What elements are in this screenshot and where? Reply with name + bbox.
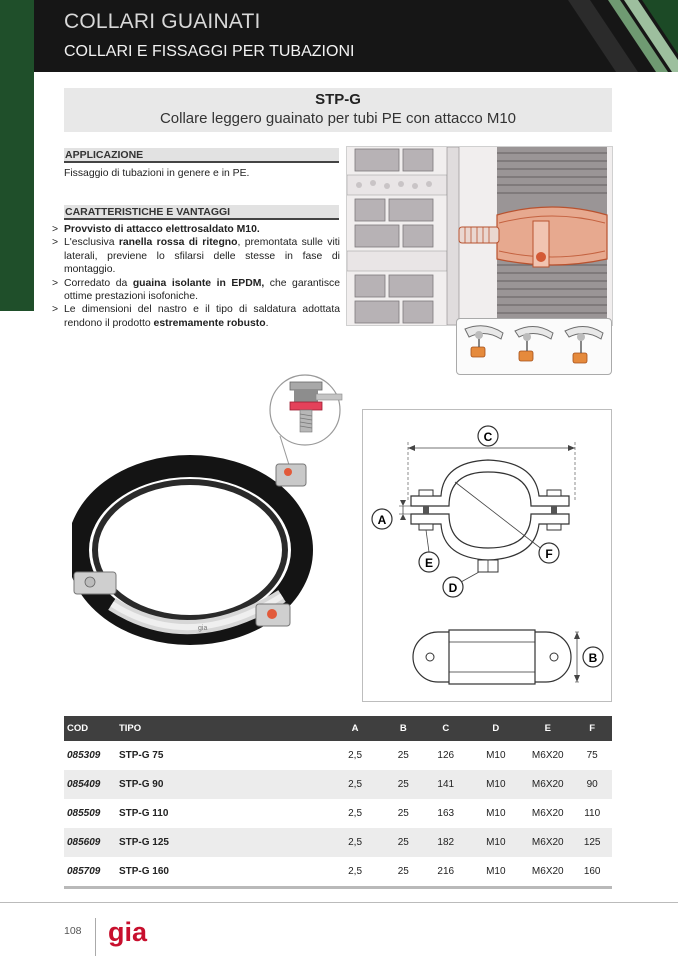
label-e: E [424,556,434,570]
cell-tipo: STP-G 125 [118,837,169,848]
cell-e: M6X20 [531,779,564,790]
cell-b: 25 [397,779,409,790]
feature-item [52,236,340,276]
cell-c: 182 [437,837,455,848]
header-subtitle: COLLARI E FISSAGGI PER TUBAZIONI [64,43,355,60]
gia-logo [108,913,158,953]
col-b-header: B [399,723,407,734]
cell-a: 2,5 [348,808,363,819]
table-bottom-line [64,886,612,889]
cell-e: M6X20 [531,808,564,819]
cell-f: 110 [584,808,601,819]
header-green-strip [0,0,34,72]
cell-tipo: STP-G 110 [118,808,169,819]
cell-b: 25 [397,837,409,848]
features-list [52,223,340,330]
cell-a: 2,5 [348,750,363,761]
cell-d: M10 [486,808,506,819]
svg-text:gia: gia [198,625,208,632]
table-row [64,799,612,828]
feature-item [52,277,340,304]
technical-diagram [362,409,612,702]
cell-b: 25 [397,750,409,761]
cell-b: 25 [397,808,409,819]
table-header-row [64,716,612,741]
label-d: D [448,581,458,595]
feature-text: L'esclusiva [64,237,119,249]
label-f: F [545,547,553,561]
page-header [0,0,678,72]
product-title-box [64,88,612,132]
label-a: A [377,513,387,527]
cell-cod: 085709 [67,866,101,877]
col-e-header: E [544,723,551,734]
table-body [64,741,612,886]
feature-item [52,223,340,236]
table-row [64,828,612,857]
feature-text: , premontata sulle viti laterali, previene lo sfilarsi delle stesse in fase di montaggio. [64,237,340,276]
cell-f: 75 [586,750,598,761]
product-description: Collare leggero guainato per tubi PE con attacco M10 [159,110,517,127]
page-number: 108 [64,925,82,937]
cell-tipo: STP-G 160 [118,866,169,877]
cell-d: M10 [486,779,506,790]
table-row [64,741,612,770]
cell-d: M10 [486,866,506,877]
table-row [64,770,612,799]
cell-e: M6X20 [531,750,564,761]
cell-cod: 085309 [67,750,101,761]
label-b: B [588,651,598,665]
cell-c: 163 [437,808,455,819]
feature-bold-text: ranella rossa di ritegno [118,237,238,249]
product-illustration [72,368,354,650]
application-text: Fissaggio di tubazioni in genere e in PE. [64,168,250,179]
application-heading: APPLICAZIONE [64,148,339,163]
col-tipo-header: TIPO [118,723,142,734]
footer-separator [95,918,96,956]
cell-c: 141 [437,779,455,790]
mounting-steps-illustration [457,319,611,374]
cell-a: 2,5 [348,779,363,790]
col-a-header: A [351,723,359,734]
cell-c: 216 [437,866,455,877]
cell-f: 90 [586,779,598,790]
feature-text: Corredato da [64,277,133,289]
features-heading: CARATTERISTICHE E VANTAGGI [64,205,339,220]
cell-d: M10 [486,837,506,848]
product-table [64,716,612,889]
logo-text: gia [108,917,148,947]
header-stripes-decoration [568,0,678,72]
feature-bold-text: estremamente robusto [153,317,266,329]
cell-e: M6X20 [531,866,564,877]
footer-divider [0,902,678,903]
label-c: C [483,430,493,444]
cell-cod: 085609 [67,837,101,848]
feature-text: che garantisce ottime prestazioni isofoniche. [64,277,340,303]
cell-b: 25 [397,866,409,877]
product-code: STP-G [315,91,361,108]
col-f-header: F [589,723,596,734]
cell-cod: 085509 [67,808,101,819]
cell-e: M6X20 [531,837,564,848]
clamp-product-drawing [72,368,354,650]
feature-text: . [265,317,269,329]
cell-d: M10 [486,750,506,761]
feature-bold-text: Provvisto di attacco elettrosaldato M10. [64,224,260,235]
feature-bold-text: guaina isolante in EPDM, [132,277,265,289]
feature-text: Le dimensioni del nastro e il tipo di saldatura adottata rendono il prodotto [64,304,340,329]
header-title: COLLARI GUAINATI [64,10,261,33]
feature-item [52,303,340,330]
cell-a: 2,5 [348,837,363,848]
col-cod-header: COD [67,723,89,734]
cell-cod: 085409 [67,779,101,790]
col-d-header: D [492,723,500,734]
table-row [64,857,612,886]
col-c-header: C [442,723,450,734]
cell-f: 160 [583,866,601,877]
cell-c: 126 [437,750,455,761]
cell-a: 2,5 [348,866,363,877]
cell-tipo: STP-G 90 [118,779,164,790]
cell-tipo: STP-G 75 [118,750,164,761]
installation-illustration [347,147,612,325]
installation-photo [346,146,613,326]
cell-f: 125 [583,837,601,848]
side-green-bar [0,72,34,311]
mounting-steps-inset [456,318,612,375]
